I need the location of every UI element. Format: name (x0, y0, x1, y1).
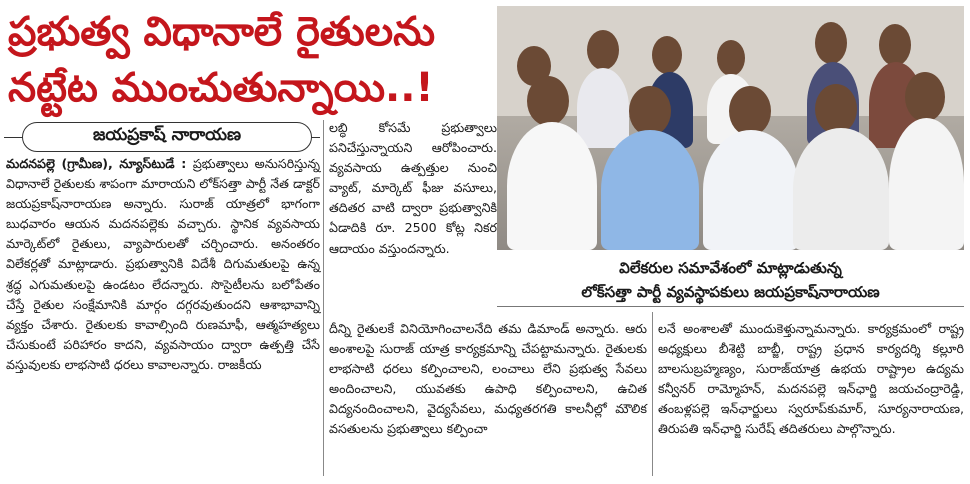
photo-person-head (652, 36, 682, 74)
article-column-2-continued (329, 319, 647, 440)
photo-person-body (703, 130, 799, 250)
headline (8, 4, 488, 116)
article-column-2 (329, 118, 497, 259)
photo-caption (497, 256, 964, 304)
caption-line-2: లోక్‌సత్తా పార్టీ వ్యవస్థాపకులు జయప్రకాష్‌నారాయణ (581, 283, 880, 301)
caption-rule (497, 306, 964, 307)
column-3-text: లనే అంశాలతో ముందుకెళ్తున్నామన్నారు. కార్యక్రమంలో రాష్ట్ర అధ్యక్షులు బీశెట్టి బాబ్జీ, రాష్ట్ర ప్రధాన కార్యదర్శి కల్లూరి బాలసుబ్రహ్మణ్యం, సురాజ్‌యాత్ర ఉభయ రాష్ట్రాల ఉద్యమ కన్వీనర్ రామ్మోహన్, మదనపల్లె ఇన్‌ఛార్జి జయచంద్రారెడ్డి, తంబళ్లపల్లె ఇన్‌ఛార్జులు స్వరూప్‌కుమార్, సూర్యనారాయణ, తిరుపతి ఇన్‌ఛార్జి సురేష్ తదితరులు పాల్గొన్నారు. (658, 321, 964, 437)
dateline: మదనపల్లె (గ్రామీణ), న్యూస్‌టుడే : (6, 156, 193, 171)
headline-line-1: ప్రభుత్వ విధానాలే రైతులను (8, 9, 436, 55)
photo-person-head (717, 40, 745, 76)
photo-person-head (905, 72, 945, 122)
press-meet-photo (497, 6, 964, 250)
byline-box (22, 122, 312, 152)
photo-person-head (527, 76, 569, 126)
photo-person-body (577, 68, 629, 148)
byline-author: జయప్రకాష్ నారాయణ (92, 125, 242, 145)
photo-person-head (815, 84, 857, 134)
column-divider-1 (323, 120, 324, 476)
photo-person-body (793, 128, 889, 250)
article-column-3 (658, 319, 964, 440)
photo-person-head (729, 86, 771, 136)
column-divider-2 (652, 312, 653, 476)
photo-person-head (879, 24, 911, 66)
photo-person-head (629, 86, 671, 136)
photo-person-body (507, 122, 597, 250)
article-column-1 (6, 154, 320, 375)
column-2-continued-text: దీన్ని రైతులకే వినియోగించాలనేది తమ డిమాండ్ అన్నారు. ఆరు అంశాలపై సురాజ్ యాత్ర కార్యక్రమాన్ని చేపట్టామన్నారు. రైతులకు లాభసాటి ధరలు కల్పించాలని, లంచాలు లేని ప్రభుత్వ సేవలు అందించాలని, యువతకు ఉపాధి కల్పించాలని, ఉచిత విద్యనందించాలని, వైద్యసేవలు, మధ్యతరగతి కాలనీల్లో మౌలిక వసతులను ప్రభుత్వాలు కల్పించా (329, 321, 647, 437)
photo-person-body (601, 130, 699, 250)
photo-person-head (815, 22, 847, 64)
photo-person-body (889, 118, 964, 250)
headline-line-2: నట్టేట ముంచుతున్నాయి..! (8, 65, 434, 111)
column-2-text: లబ్ధి కోసమే ప్రభుత్వాలు పనిచేస్తున్నాయని ఆరోపించారు. వ్యవసాయ ఉత్పత్తుల నుంచి వ్యాట్, మార్కెట్ ఫీజు వసూలు, తదితర వాటి ద్వారా ప్రభుత్వానికి ఏడాదికి రూ. 2500 కోట్ల నికర ఆదాయం వస్తుందన్నారు. (329, 120, 497, 256)
column-1-text: ప్రభుత్వాలు అనుసరిస్తున్న విధానాలే రైతులకు శాపంగా మారాయని లోక్‌సత్తా పార్టీ నేత డాక్టర్ జయప్రకాష్‌నారాయణ అన్నారు. సురాజ్ యాత్రలో భాగంగా బుధవారం ఆయన మదనపల్లెకు వచ్చారు. స్థానిక వ్యవసాయ మార్కెట్‌లో రైతులు, వ్యాపారులతో చర్చించారు. అనంతరం విలేకర్లతో మాట్లాడారు. ప్రభుత్వానికి విదేశీ దిగుమతులపై ఉన్న శ్రద్ధ ఎగుమతులపై ఉండటం లేదన్నారు. సొసైటీలను బలోపేతం చేస్తే రైతుల సంక్షేమానికి మార్గం దగ్గరవుతుందని ఆశాభావాన్ని వ్యక్తం చేశారు. రైతులకు కావాల్సింది రుణమాఫీ, ఆత్మహత్యలు చేసుకుంటే పరిహారం కాదని, వ్యవసాయం ద్వారా ఉత్పత్తి చేసే వస్తువులకు లాభసాటి ధరలు కావాలన్నారు. రాజకీయ (6, 156, 320, 372)
photo-person-head (587, 30, 619, 70)
caption-line-1: విలేకరుల సమావేశంలో మాట్లాడుతున్న (619, 259, 842, 277)
